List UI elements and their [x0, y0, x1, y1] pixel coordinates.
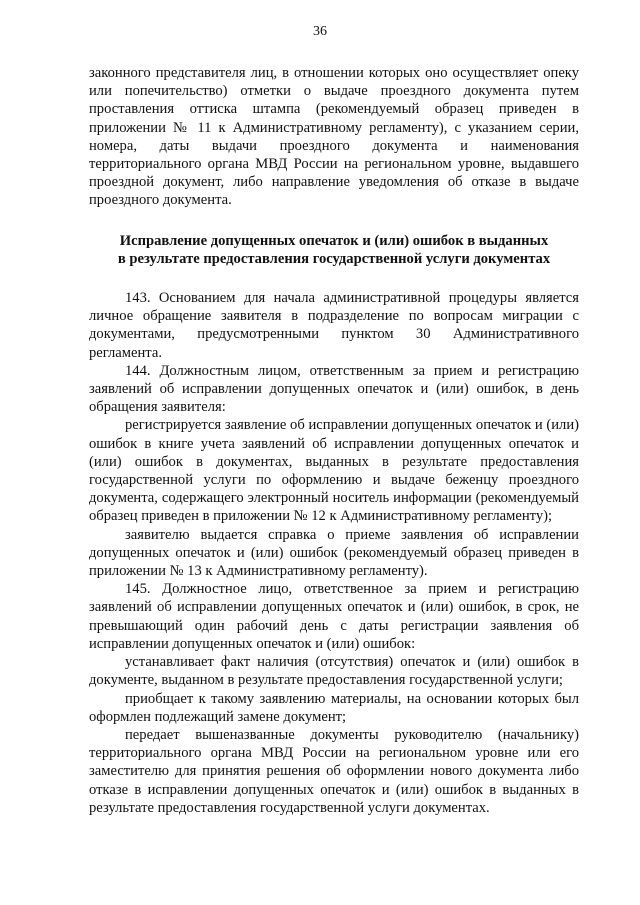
paragraph-144: 144. Должностным лицом, ответственным за прием и регистрацию заявлений об исправлении допущенных опечаток и (или) ошибок, в день обращения заявителя:	[89, 362, 579, 416]
section-heading-line-2: в результате предоставления государственной услуги документах	[117, 250, 551, 267]
page-number: 36	[313, 24, 327, 39]
paragraph-145-item-establish: устанавливает факт наличия (отсутствия) опечаток и (или) ошибок в документе, выданном в результате предоставления государственной услуги;	[89, 654, 579, 689]
paragraph-continuation: законного представителя лиц, в отношении которых оно осуществляет опеку или попечительство) отметки о выдаче проездного документа путем проставления оттиска штампа (рекомендуемый образец приведен в приложении № 11 к Административному регламенту), с указанием серии, номера, даты выдачи проездного документа и наименования территориального органа МВД России на региональном уровне, выдавшего проездной документ, либо направление уведомления об отказе в выдаче проездного документа.	[89, 65, 579, 209]
section-heading-line-1: Исправление допущенных опечаток и (или) ошибок в выданных	[119, 232, 549, 249]
paragraph-144-item-receipt: заявителю выдается справка о приеме заявления об исправлении допущенных опечаток и (или) ошибок (рекомендуемый образец приведен в приложении № 13 к Административному регламенту).	[89, 526, 579, 580]
paragraph-145: 145. Должностное лицо, ответственное за прием и регистрацию заявлений об исправлении допущенных опечаток и (или) ошибок, в срок, не превышающий один рабочий день с даты регистрации заявления об исправлении допущенных опечаток и (или) ошибок:	[89, 581, 579, 652]
section-heading	[89, 232, 579, 268]
paragraph-144-item-registration: регистрируется заявление об исправлении допущенных опечаток и (или) ошибок в книге учета заявлений об исправлении допущенных опечаток и (или) ошибок в документах, выданных в результате предоставления государственной услуги по оформлению и выдаче беженцу проездного документа, содержащего электронный носитель информации (рекомендуемый образец приведен в приложении № 12 к Административному регламенту);	[89, 417, 579, 525]
paragraph-145-item-transfer: передает вышеназванные документы руководителю (начальнику) территориального органа МВД России на региональном уровне или его заместителю для принятия решения об оформлении нового документа либо отказе в исправлении допущенных опечаток и (или) ошибок в выданных в результате предоставления государственной услуги документах.	[89, 726, 579, 816]
paragraph-145-item-attach: приобщает к такому заявлению материалы, на основании которых был оформлен подлежащий замене документ;	[89, 690, 579, 725]
document-body	[89, 64, 579, 817]
paragraph-143: 143. Основанием для начала административной процедуры является личное обращение заявителя в подразделение по вопросам миграции с документами, предусмотренными пунктом 30 Административного регламента.	[89, 290, 579, 361]
